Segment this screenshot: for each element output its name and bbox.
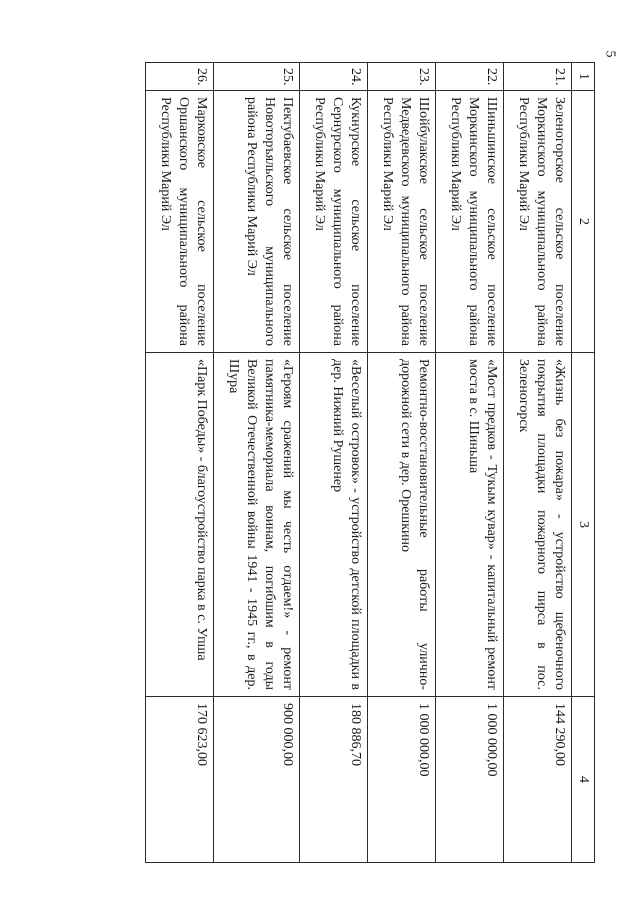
table-row xyxy=(300,63,368,863)
row-number: 26. xyxy=(146,63,214,91)
row-number: 21. xyxy=(504,63,572,91)
amount-cell: 1 000 000,00 xyxy=(436,697,504,863)
project-cell: «Парк Победы» - благоустройство парка в с. Упша xyxy=(146,353,214,697)
table-row xyxy=(214,63,300,863)
table-row xyxy=(146,63,214,863)
amount-cell: 180 886,70 xyxy=(300,697,368,863)
row-number: 25. xyxy=(214,63,300,91)
header-cell: 3 xyxy=(572,353,595,697)
amount-cell: 1 000 000,00 xyxy=(368,697,436,863)
row-number: 23. xyxy=(368,63,436,91)
project-cell: «Жизнь без пожара» - устройство щебеночного покрытия площадки пожарного пирса в пос. Зеленогорск xyxy=(504,353,572,697)
page-number: 5 xyxy=(602,50,618,58)
amount-cell: 900 000,00 xyxy=(214,697,300,863)
header-cell: 4 xyxy=(572,697,595,863)
settlement-cell: Шиньшинское сельское поселение Моркинского муниципального района Республики Марий Эл xyxy=(436,91,504,353)
project-cell: Ремонтно-восстановительные работы улично-дорожной сети в дер. Орешкино xyxy=(368,353,436,697)
header-cell: 1 xyxy=(572,63,595,91)
amount-cell: 170 623,00 xyxy=(146,697,214,863)
table-row xyxy=(368,63,436,863)
project-cell: «Героям сражений мы честь отдаем!» - ремонт памятника-мемориала воинам, погибшим в годы Великой Отечественной войны 1941 - 1945 гг., в дер. Шура xyxy=(214,353,300,697)
grants-table xyxy=(145,62,595,863)
amount-cell: 144 290,00 xyxy=(504,697,572,863)
project-cell: «Мост предков - Тукым кувар» - капитальный ремонт моста в с. Шиньша xyxy=(436,353,504,697)
table-row xyxy=(436,63,504,863)
header-row xyxy=(572,63,595,863)
header-cell: 2 xyxy=(572,91,595,353)
rotated-table-container xyxy=(90,62,595,862)
settlement-cell: Зеленогорское сельское поселение Моркинского муниципального района Республики Марий Эл xyxy=(504,91,572,353)
table-row xyxy=(504,63,572,863)
project-cell: «Веселый островок» - устройство детской площадки в дер. Нижний Рушенер xyxy=(300,353,368,697)
settlement-cell: Пектубаевское сельское поселение Новоторъяльского муниципального района Республики Марий Эл xyxy=(214,91,300,353)
settlement-cell: Марковское сельское поселение Оршанского муниципального района Республики Марий Эл xyxy=(146,91,214,353)
settlement-cell: Шойбулакское сельское поселение Медведевского муниципального района Республики Марий Эл xyxy=(368,91,436,353)
row-number: 22. xyxy=(436,63,504,91)
settlement-cell: Кукнурское сельское поселение Сернурского муниципального района Республики Марий Эл xyxy=(300,91,368,353)
row-number: 24. xyxy=(300,63,368,91)
